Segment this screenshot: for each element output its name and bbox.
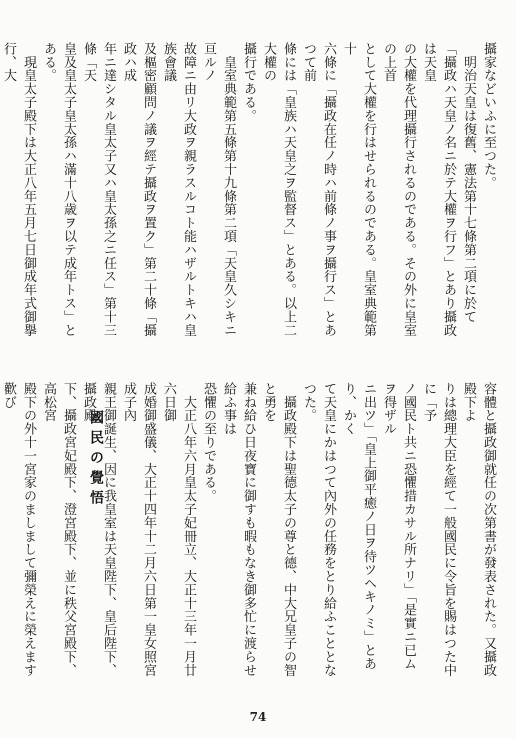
lower-text-block: 容體と攝政御就任の次第書が發表された。又攝政殿下よ りは總理大臣を經て一般國民に令旨を賜はつた中に「予 ノ國民ト共ニ恐懼措カサル所ナリ」「是實ニ已ムヲ得ザル ニ出ツ」「皇上御平癒ノ日ヲ待ツヘキノミ」とあり、かく て天皇にかはつて內外の任務をとり給ふこととなつた。 攝政殿下は聖德太子の尊と德、中大兄皇子の智と勇を 兼ね給ひ日夜寶に御すも暇もなき御多忙に渡らせ給ふ事は 恐懼の至りである。 大正八年六月皇太子妃冊立、大正十三年一月廿六日御 成婚御盛儀、大正十四年十二月六日第一皇女照宮成子內 親王御誕生、因に我皇室は天皇陛下、皇后陛下、攝政殿 下、攝政宮妃殿下、澄宮殿下、並に秩父宮殿下、高松宮 殿下の外十一宮家のましまして彌榮えに榮えます歡び [1,382,496,677]
section-heading: 國民の覺悟 [88,410,104,510]
page-number: 74 [249,710,267,724]
upper-text-block: 攝家などいふに至つた。 明治天皇は復舊、憲法第十七條第二項に於て 「攝政ハ天皇ノ名ニ於テ大權ヲ行フ」とあり攝政は天皇 の大權を代理攝行されるのである。その外に皇室の上首 として大權を行はせられるのである。皇室典範第十 六條に「攝政在任ノ時ハ前條ノ事ヲ攝行ス」とあつて前 條には「皇族ハ天皇之ヲ監督ス」とある。以上二大權の 攝行である。 皇室典範第五條第十九條第二項「天皇久シキニ亘ルノ 故障ニ由リ大政ヲ親ラスルコト能ハザルトキハ皇族會議 及樞密顧問ノ議ヲ經テ攝政ヲ置ク」第二十條「攝政ハ成 年ニ達シタル皇太子又ハ皇太孫之ニ任ス」第十三條「天 皇及皇太子皇太孫ハ滿十八歳ヲ以テ成年トス」とある。 現皇太子殿下は大正八年五月七日御成年式御擧行、大 [1,42,496,337]
